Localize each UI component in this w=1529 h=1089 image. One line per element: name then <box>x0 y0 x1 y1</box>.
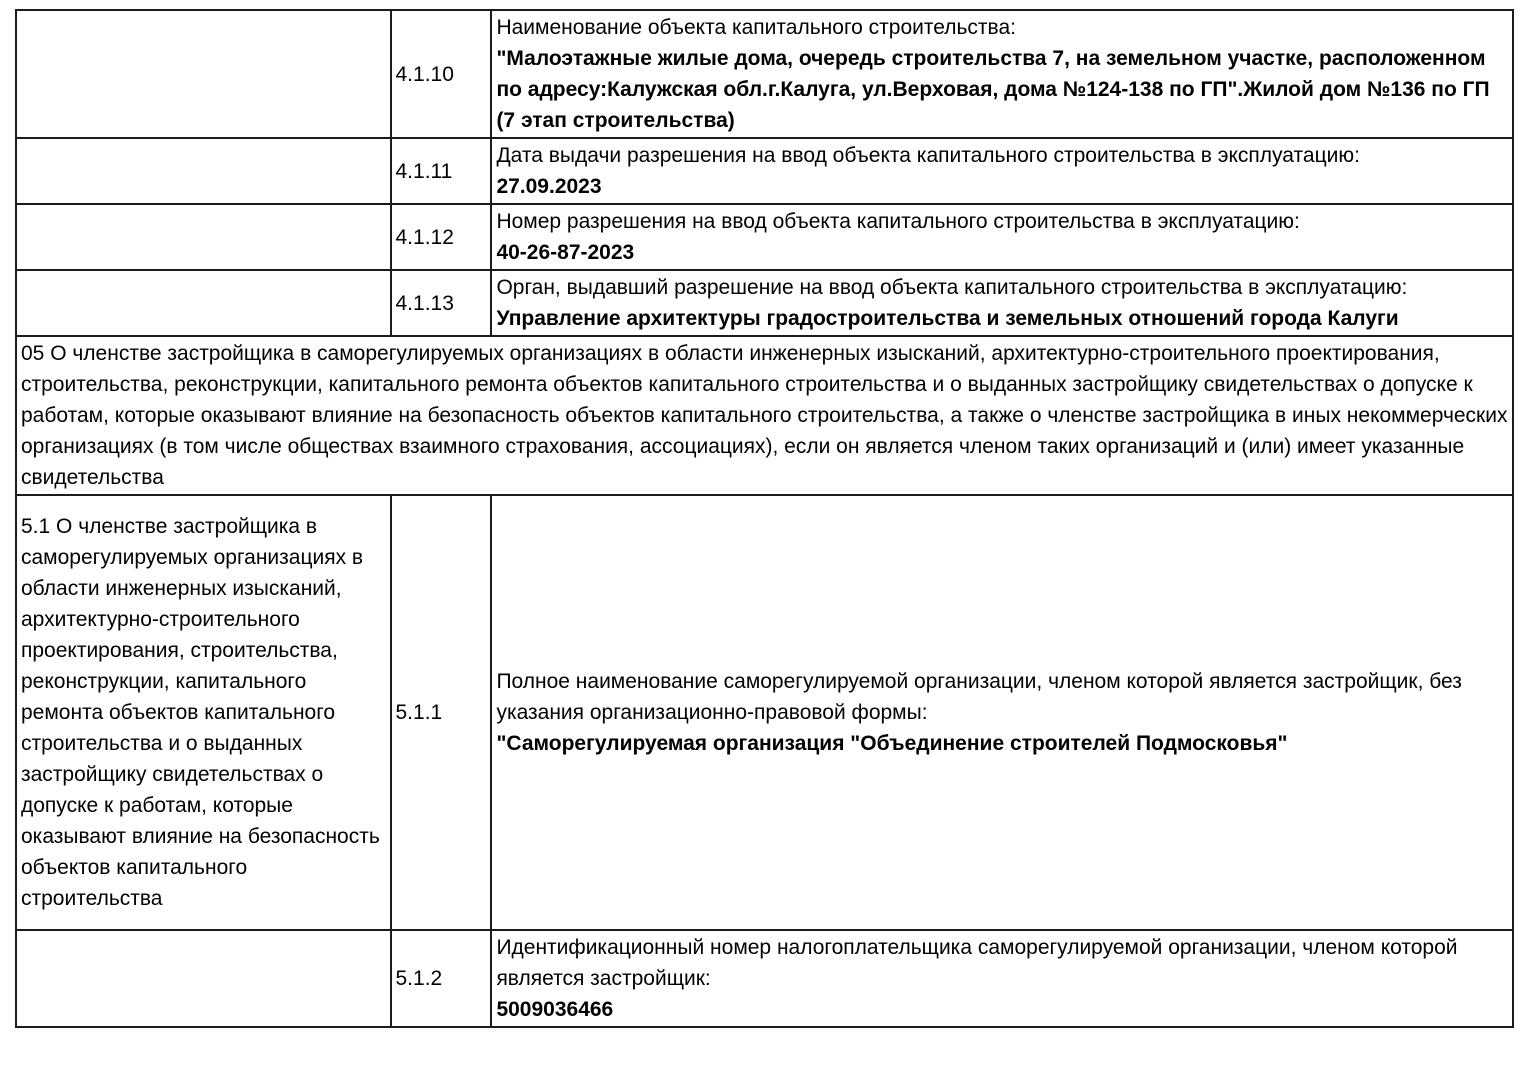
field-cell <box>491 204 1513 270</box>
field-value: Управление архитектуры градостроительства и земельных отношений города Калуги <box>496 307 1399 330</box>
field-label: Дата выдачи разрешения на ввод объекта капитального строительства в эксплуатацию: <box>496 144 1360 167</box>
field-label: Полное наименование саморегулируемой организации, членом которой является застройщик, без указания организационно-правовой формы: <box>496 670 1462 724</box>
field-cell <box>491 270 1513 336</box>
row-number: 4.1.11 <box>391 138 492 204</box>
field-value: "Малоэтажные жилые дома, очередь строительства 7, на земельном участке, расположенном по адресу:Калужская обл.г.Калуга, ул.Верховая, дома №124-138 по ГП".Жилой дом №136 по ГП (7 этап строительства) <box>496 47 1490 132</box>
table-row <box>16 204 1513 270</box>
row-number: 4.1.12 <box>391 204 492 270</box>
field-cell <box>491 930 1513 1027</box>
field-value: 27.09.2023 <box>496 175 602 198</box>
field-label: Номер разрешения на ввод объекта капитального строительства в эксплуатацию: <box>496 210 1300 233</box>
section-header: 05 О членстве застройщика в саморегулируемых организациях в области инженерных изысканий, архитектурно-строительного проектирования, строительства, реконструкции, капитального ремонта объектов капитального строительства и о выданных застройщику свидетельствах о допуске к работам, которые оказывают влияние на безопасность объектов капитального строительства, а также о членстве застройщика в иных некоммерческих организациях (в том числе обществах взаимного страхования, ассоциациях), если он является членом таких организаций и (или) имеет указанные свидетельства <box>16 336 1513 495</box>
table-row <box>16 138 1513 204</box>
table-row <box>16 495 1513 930</box>
category-cell-empty <box>16 270 391 336</box>
row-number: 5.1.2 <box>391 930 492 1027</box>
field-label: Идентификационный номер налогоплательщика саморегулируемой организации, членом которой является застройщик: <box>496 936 1458 990</box>
row-number: 4.1.10 <box>391 10 492 138</box>
project-declaration-table <box>15 9 1514 1028</box>
field-value: "Саморегулируемая организация "Объединение строителей Подмосковья" <box>496 732 1288 755</box>
field-label: Наименование объекта капитального строительства: <box>496 16 1016 39</box>
category-cell-empty <box>16 10 391 138</box>
field-value: 5009036466 <box>496 998 614 1021</box>
category-cell-empty <box>16 930 391 1027</box>
section-header-row <box>16 336 1513 495</box>
category-cell-empty <box>16 138 391 204</box>
field-cell <box>491 138 1513 204</box>
table-row <box>16 10 1513 138</box>
row-number: 4.1.13 <box>391 270 492 336</box>
table-row <box>16 270 1513 336</box>
table-row <box>16 930 1513 1027</box>
field-cell <box>491 495 1513 930</box>
row-number: 5.1.1 <box>391 495 492 930</box>
field-value: 40-26-87-2023 <box>496 241 635 264</box>
field-label: Орган, выдавший разрешение на ввод объекта капитального строительства в эксплуатацию: <box>496 276 1408 299</box>
category-cell: 5.1 О членстве застройщика в саморегулируемых организациях в области инженерных изысканий, архитектурно-строительного проектирования, строительства, реконструкции, капитального ремонта объектов капитального строительства и о выданных застройщику свидетельствах о допуске к работам, которые оказывают влияние на безопасность объектов капитального строительства <box>16 495 391 930</box>
field-cell <box>491 10 1513 138</box>
category-cell-empty <box>16 204 391 270</box>
